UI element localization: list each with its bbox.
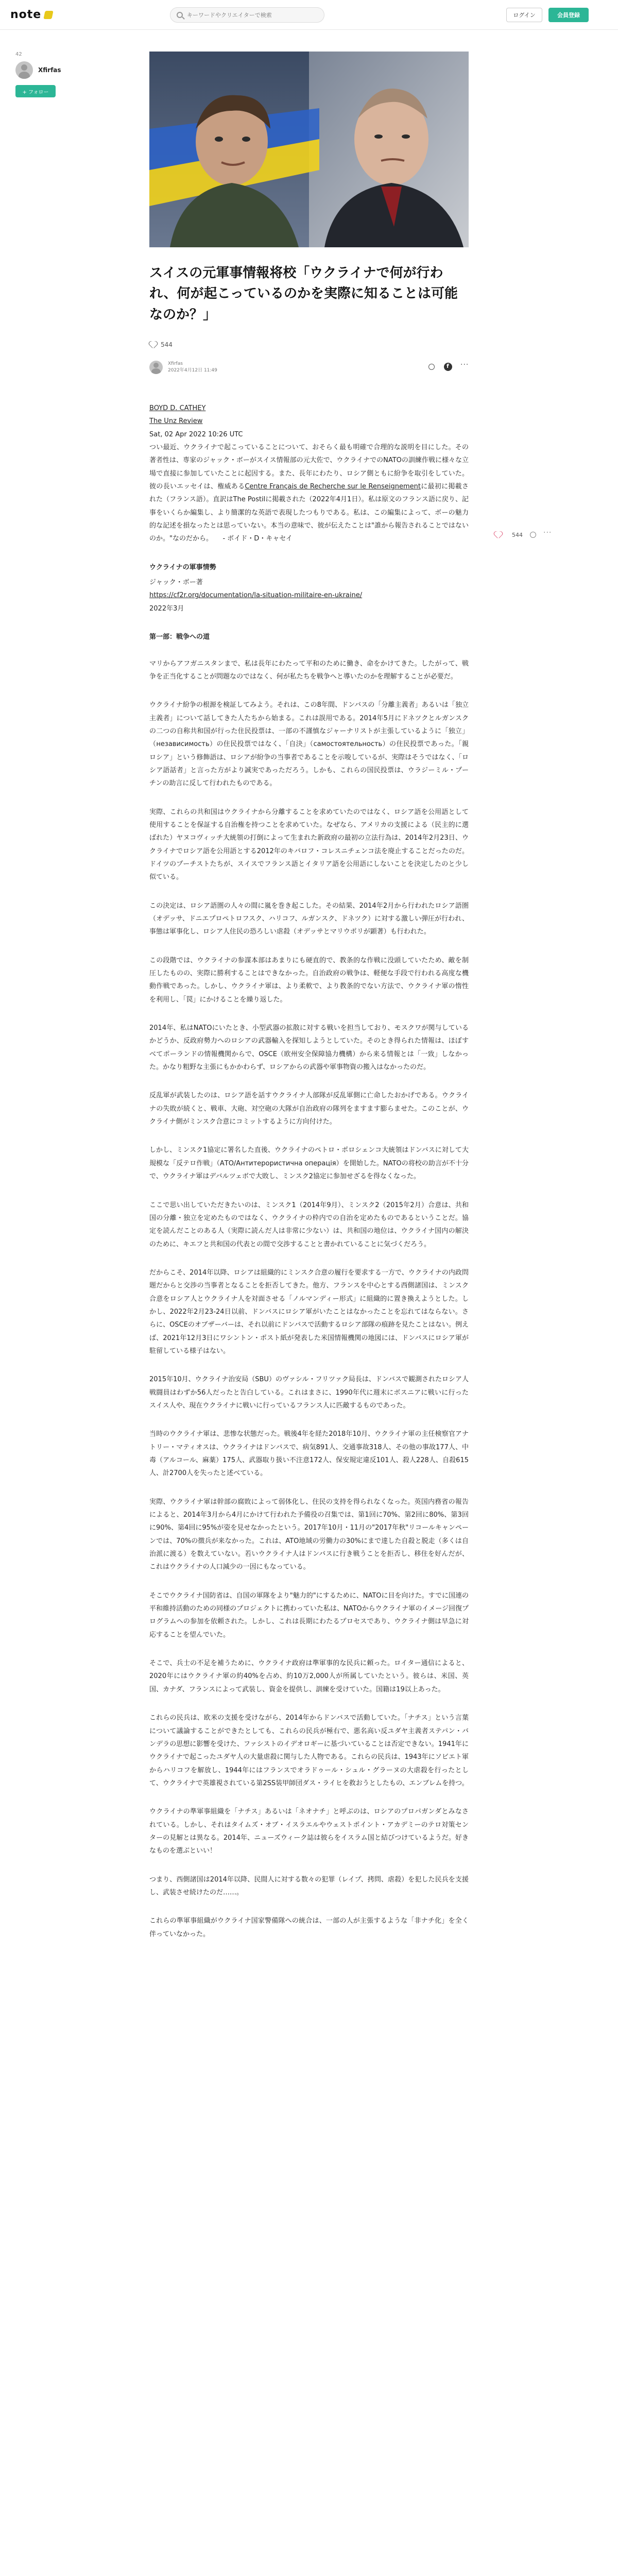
paragraph: この段階では、ウクライナの参謀本部はあまりにも硬直的で、教条的な作戦に没頭していたため、敵を制圧したものの、実際に勝利することはできなかった。自治政府の戦争は、軽便な手段で行われる高度な機動作戦であった。しかし、ウクライナ軍は、より柔軟で、より教条的でない方法で、ウクライナ軍の惰性を利用し、「罠」にかけることを繰り返した。 [149, 956, 469, 1004]
paragraph: しかし、ミンスク1協定に署名した直後、ウクライナのペトロ・ポロシェンコ大統領はドンバスに対して大規模な「反テロ作戦」（АТО/Антитерористична операція）を開始した。NATOの将校の助言が不十分で、ウクライナ軍はデバルツェボで大敗し、ミンスク2協定に参加せざるを得なくなった。 [149, 1146, 469, 1181]
article-meta [149, 359, 469, 376]
like-count: 544 [161, 341, 173, 348]
paragraph: 実際、ウクライナ軍は幹部の腐敗によって弱体化し、住民の支持を得られなくなった。英国内務省の報告によると、2014年3月から4月にかけて行われた予備役の召集では、第1回に70%、第2回に80%、第3回に90%、第4回に95%が姿を見せなかったという。2017年10月・11月の"2017年秋"リコールキャンペーンでは、70%の徴兵が来なかった。これは、ATO地域の労働力の30%にまで達した自殺と脱走（多くは自治派に渡る）を数えていない。若いウクライナ人はドンバスに行き戦うことを拒否し、移住を好んだが、これはウクライナの人口減少の一因にもなっている。 [149, 1498, 469, 1571]
report-link[interactable]: https://cf2r.org/documentation/la-situation-militaire-en-ukraine/ [149, 591, 363, 600]
floating-actions [494, 531, 552, 539]
section-heading: 第一部：戦争への道 [149, 633, 210, 641]
like-row[interactable] [149, 341, 173, 348]
paragraph: これらの民兵は、欧米の支援を受けながら、2014年からドンバスで活動していた。「ナチス」という言葉について議論することができたとしても、これらの民兵が極右で、悪名高い反ユダヤ主義者ステパン・バンデラの思想に影響を受けた、ファシストのイデオロギーに基づいていることは否定できない。1941年にウクライナで起こったユダヤ人の大量虐殺に関与した人物である。これらの民兵は、1943年にソビエト軍からハリコフを解放し、1944年にはフランスでオラドゥール・シュル・グラーヌの大虐殺を行ったとして、ウクライナで英雄視されている第2SS装甲師団ダス・ライヒを救おうとしたもの、エンブレムを持つ。 [149, 1714, 469, 1787]
intro-link[interactable]: Centre Français de Recherche sur le Renseignement [245, 483, 421, 491]
signup-button[interactable]: 会員登録 [548, 8, 589, 22]
article-body [149, 402, 469, 1956]
search-input[interactable] [187, 12, 316, 19]
floating-like-count: 544 [512, 531, 523, 538]
search-icon [177, 12, 183, 18]
report-date: 2022年3月 [149, 604, 184, 613]
login-button[interactable]: ログイン [506, 8, 542, 22]
paragraph: だからこそ、2014年以降、ロシアは組織的にミンスク合意の履行を要求する一方で、ウクライナの内政問題だからと交渉の当事者となることを拒否してきた。他方、フランスを中心とする西側諸国は、ミンスク合意をロシア人とウクライナ人を対面させる「ノルマンディー形式」に組織的に置き換えようとした。しかし、2022年2月23-24日以前、ドンバスにロシア軍がいたことはなかったことを忘れてはならない。さらに、OSCEのオブザーバーは、それ以前にドンバスで活動するロシア部隊の痕跡を見たことはない。例えば、2021年12月3日にワシントン・ポスト紙が発表した米国情報機関の地図には、ドンバスにロシア軍が駐留している様子はない。 [149, 1268, 469, 1355]
floating-heart-icon[interactable] [494, 532, 502, 538]
heart-icon[interactable] [149, 342, 157, 348]
paragraph: 2015年10月、ウクライナ治安局（SBU）のヴァシル・フリツァク局長は、ドンバスで観測されたロシア人戦闘員はわずか56人だったと告白している。これはまさに、1990年代に週末にボスニアに戦いに行ったスイス人や、現在ウクライナに戦いに行っているフランス人に匹敵するものであった。 [149, 1376, 469, 1410]
floating-more-icon[interactable] [543, 531, 552, 539]
paragraph: この決定は、ロシア語圏の人々の間に嵐を巻き起こした。その結果、2014年2月から行われたロシア語圏（オデッサ、ドニエプロペトロフスク、ハリコフ、ルガンスク、ドネツク）に対する激しい弾圧が行われ、事態は軍事化し、ロシア人住民の恐ろしい虐殺（オデッサとマリウポリが顕著）も行われた。 [149, 902, 469, 936]
author-name[interactable]: Xfirfas [38, 66, 61, 74]
meta-author-name[interactable]: Xfirfas [168, 361, 183, 366]
paragraph: 実際、これらの共和国はウクライナから分離することを求めていたのではなく、ロシア語を公用語として使用することを保証する自治権を持つことを求めていた。なぜなら、アメリカの支援による（民主的に選ばれた）ヤヌコヴィッチ大統領の打倒によって生まれた新政府の最初の立法行為は、2014年2月23日、ウクライナでロシア語を公用語とする2012年のキバロフ・コレスニチェンコ法を廃止することだったのだ。ドイツのプーチストたちが、スイスでフランス語とイタリア語を公用語にしないことを決定したのと少し似ている。 [149, 808, 469, 882]
paragraph: そこでウクライナ国防省は、自国の軍隊をより"魅力的"にするために、NATOに目を向けた。すでに国連の平和維持活動のための同様のプロジェクトに携わっていた私は、NATOからウクライナ軍のイメージ回復プログラムへの参加を依頼された。しかし、これは長期にわたるプロセスであり、ウクライナ側は早急に対応することを望んでいた。 [149, 1591, 469, 1639]
share-icon[interactable] [427, 363, 436, 371]
article-title: スイスの元軍事情報将校「ウクライナで何が行われ、何が起こっているのかを実際に知ることは可能なのか？」 [149, 265, 458, 323]
paragraph: つまり、西側諸国は2014年以降、民間人に対する数々の犯罪（レイプ、拷問、虐殺）を犯した民兵を支援し、武装させ続けたのだ……。 [149, 1875, 469, 1896]
top-header [0, 0, 618, 30]
paragraph: これらの準軍事組織がウクライナ国家警備隊への統合は、一部の人が主張するような「非ナチ化」を全く伴っていなかった。 [149, 1917, 469, 1938]
floating-share-icon[interactable] [529, 531, 537, 539]
facebook-icon[interactable] [444, 363, 452, 371]
follow-button[interactable]: + フォロー [15, 85, 56, 97]
note-logo[interactable] [10, 8, 53, 21]
report-author: ジャック・ボー著 [149, 579, 203, 587]
paragraph: 当時のウクライナ軍は、悲惨な状態だった。戦後4年を経た2018年10月、ウクライナ軍の主任検察官アナトリー・マティオスは、ウクライナはドンバスで、病気891人、交通事故318人、その他の事故177人、中毒（アルコール、麻薬）175人、武器取り扱い不注意172人、保安規定違反101人、殺人228人、自殺615人、計2700人を失ったと述べている。 [149, 1430, 469, 1478]
source-name[interactable]: The Unz Review [149, 417, 203, 426]
author-avatar[interactable] [15, 61, 33, 79]
logo-mark-icon [44, 11, 54, 19]
author-card [15, 52, 118, 97]
meta-date: 2022年4月12日 11:49 [168, 368, 217, 373]
paragraph: 反乱軍が武装したのは、ロシア語を話すウクライナ人部隊が反乱軍側に亡命したおかげである。ウクライナの失敗が続くと、戦車、大砲、対空砲の大隊が自治政府の隊列をますます膨らませた。このことが、ウクライナ側がミンスク合意にコミットするように方向付けた。 [149, 1092, 469, 1126]
more-icon[interactable] [460, 363, 469, 371]
report-heading: ウクライナの軍事情勢 [149, 563, 216, 571]
intro-rest: に最初に掲載された（フランス語）。直訳はThe Postilに掲載された（2022年4月1日）。私は原文のフランス語に戻り、記事をいくらか編集し、より簡潔的な英語で表現したつもりである。私は、この編集によって、ボーの魅力的な記述を損なったとは思っていない。本当の意味で、彼が伝えたことは"誰から報告されることではないのか。"なのだから。 - ボイド・D・キャセイ [149, 483, 469, 543]
paragraph: ウクライナ紛争の根源を検証してみよう。それは、この8年間、ドンバスの「分離主義者」あるいは「独立主義者」について話してきた人たちから始まる。これは誤用である。2014年5月にドネツクとルガンスクの二つの自称共和国が行った住民投票は、一部の不謹慎なジャーナリストが主張しているように「独立」（независимость）の住民投票ではなく、「自決」（самостоятельность）の住民投票であった。「親ロシア」という修飾語は、ロシアが紛争の当事者であることを示唆しているが、実際はそうではなく、「ロシア語話者」と言った方がより誠実であっただろう。しかも、これらの国民投票は、ウラジーミル・プーチンの助言に反して行われたものである。 [149, 701, 469, 788]
paragraph: ウクライナの準軍事組織を「ナチス」あるいは「ネオナチ」と呼ぶのは、ロシアのプロパガンダとみなされている。しかし、それはタイムズ・オブ・イスラエルやウェストポイント・アカデミーのテロ対策センターの見解とは異なる。2014年、ニューズウィーク誌は彼らをイスラム国と結びつけているようだ。好きなものを選ぶといい！ [149, 1808, 469, 1855]
paragraph: マリからアフガニスタンまで、私は長年にわたって平和のために働き、命をかけてきた。したがって、戦争を正当化することが問題なのではなく、何が私たちを戦争へと導いたのかを理解することが必要だ。 [149, 659, 469, 681]
paragraph: そこで、兵士の不足を補うために、ウクライナ政府は準軍事的な民兵に頼った。ロイター通信によると、2020年にはウクライナ軍の約40%を占め、約10万2,000人が所属していたという。彼らは、米国、英国、カナダ、フランスによって武装し、資金を提供し、訓練を受けていた。国籍は19以上あった。 [149, 1659, 469, 1693]
paragraph: ここで思い出していただきたいのは、ミンスク1（2014年9月）、ミンスク2（2015年2月）合意は、共和国の分離・独立を定めたものではなく、ウクライナの枠内での自治を定めたものであるということだ。協定を読んだことのある人（実際に読んだ人は非常に少ない）は、共和国の地位は、ウクライナ国内の解決のために、キエフと共和国の代表との間で交渉することと書かれていることに気づくだろう。 [149, 1201, 469, 1248]
hero-illustration [149, 52, 469, 247]
search-box[interactable] [170, 7, 324, 23]
intro-text: つい最近、ウクライナで起こっていることについて、おそらく最も明確で合理的な説明を目にした。その著者性は、専家のジャック・ボーがスイス情報部の元大佐で、ウクライナでのNATOの訓練作戦に様々な立場で直接に参加していたことに起因する。また、長年にわたり、ロシア側ともに紛争を取引をしていた。彼の長いエッセイは、権威ある [149, 444, 469, 491]
hero-image [149, 52, 469, 247]
byline: BOYD D. CATHEY [149, 404, 206, 412]
dateline: Sat, 02 Apr 2022 10:26 UTC [149, 430, 243, 438]
paragraph: 2014年、私はNATOにいたとき、小型武器の拡散に対する戦いを担当しており、モスクワが関与しているかどうか、反政府勢力へのロシアの武器輸入を探知しようとしていた。そのとき得られた情報は、ほぼすべてポーランドの情報機関からで、OSCE（欧州安全保障協力機構）から来る情報とは「一致」しなかった。かなり粗野な主張にもかかわらず、ロシアからの武器や軍事物資の搬入はなかったのだ。 [149, 1024, 469, 1072]
author-count: 42 [15, 52, 22, 57]
meta-author-avatar[interactable] [149, 361, 163, 374]
logo-text: note [10, 8, 42, 21]
